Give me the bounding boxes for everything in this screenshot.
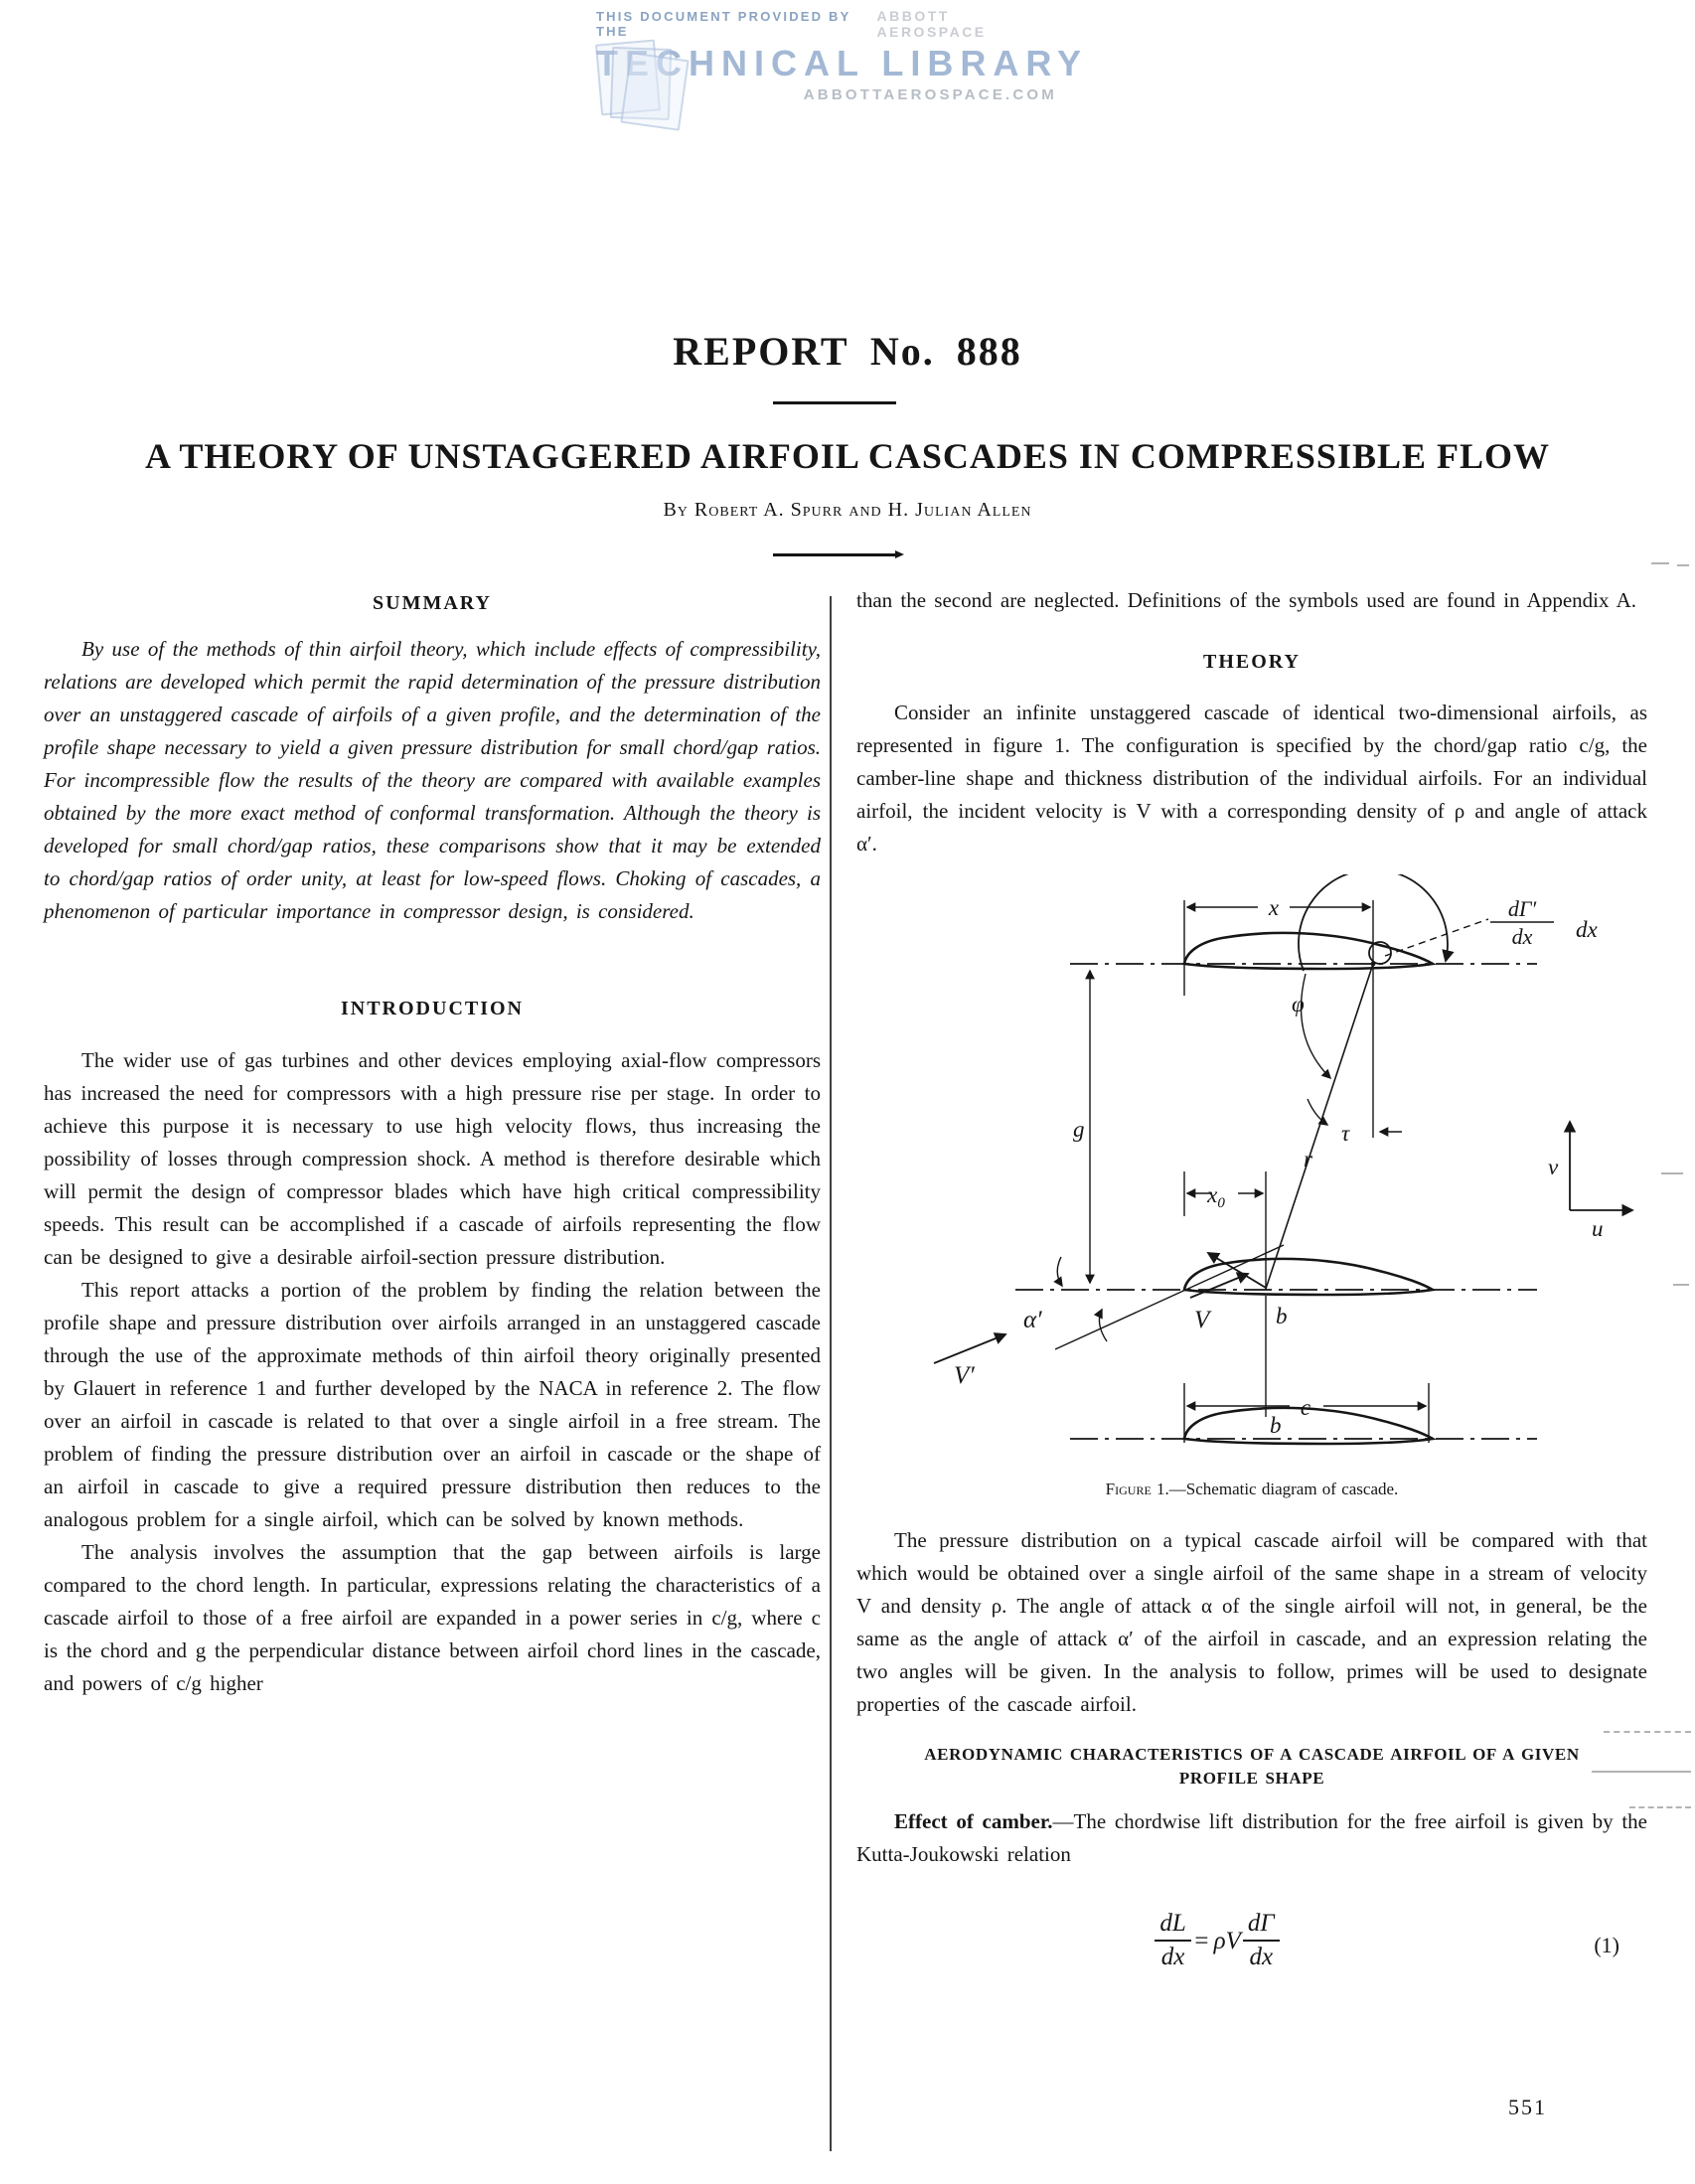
column-divider (830, 596, 832, 2151)
gamma-numerator-label: dΓ′ (1507, 896, 1537, 921)
scan-artifact (1592, 1771, 1691, 1773)
camber-paragraph (856, 1805, 1647, 1871)
alpha-angle-arc-bottom (1099, 1310, 1107, 1341)
x0-label: $x_0$ (1207, 1182, 1225, 1211)
figure-caption (856, 1479, 1647, 1500)
aero-characteristics-heading (856, 1743, 1647, 1791)
phi-angle-arc (1302, 974, 1330, 1078)
x-dim-label: x (1268, 895, 1280, 920)
alpha-angle-arc-top (1057, 1257, 1062, 1286)
figure-1-cascade-diagram (856, 874, 1647, 1500)
induced-velocity-arrow (1208, 1253, 1266, 1288)
scan-artifact (1651, 562, 1669, 564)
watermark-site-url: ABBOTTAEROSPACE.COM (803, 86, 1057, 103)
document-stack-icon (598, 36, 697, 127)
r-line (1266, 964, 1373, 1289)
theory-paragraph: Consider an infinite unstaggered cascade of identical two-dimensional airfoils, as represented in figure 1. The configuration is specified by the chord/gap ratio c/g, the camber-line shape and thickness distribution of the individual airfoils. For an individual airfoil, the incident velocity is V with a corresponding density of ρ and angle of attack α′. (856, 701, 1647, 856)
v-mid-label: V (1194, 1307, 1210, 1333)
lift-fraction: $\frac{dL}{dx}$ (1155, 1911, 1190, 1971)
scan-artifact (1677, 564, 1689, 566)
equation-1-row (856, 1905, 1647, 1990)
watermark-brand: ABBOTT AEROSPACE (876, 8, 987, 40)
pressure-paragraph: The pressure distribution on a typical cascade airfoil will be compared with that which would be obtained over a single airfoil of the same shape in a stream of velocity V and density ρ. The angle of attack α of the single airfoil will not, in general, be the same as the angle of attack α′ of the airfoil in cascade, and an expression relating the two angles will be given. In the analysis to follow, primes will be used to designate properties of the cascade airfoil. (856, 1528, 1647, 1716)
rho-v-coefficient: ρV (1213, 1927, 1241, 1954)
gamma-dx-label: dx (1576, 917, 1598, 942)
alpha-prime-label: α′ (1023, 1307, 1042, 1333)
watermark-header (596, 8, 1088, 103)
intro-paragraph-2: This report attacks a portion of the problem by finding the relation between the profile shape and pressure distribution over airfoils arranged in an unstaggered cascade through the use of the approximate methods of thin airfoil theory originally presented by Glauert in reference 1 and further developed by the NACA in reference 2. The flow over an airfoil in cascade is related to that over a single airfoil in a free stream. The problem of finding the pressure distribution over an airfoil in cascade or the shape of an airfoil in cascade to give a required pressure distribution then reduces to the analogous problem for a single airfoil, which can be solved by known methods. (44, 1278, 821, 1531)
circulation-fraction: $\frac{d\Gamma}{dx}$ (1243, 1911, 1280, 1971)
figure-caption-text: —Schematic diagram of cascade. (1168, 1480, 1399, 1498)
scan-artifact (1661, 1172, 1683, 1174)
equation-1 (856, 1911, 1578, 1971)
byline: By Robert A. Spurr and H. Julian Allen (663, 499, 1032, 521)
figure-caption-label: Figure 1. (1105, 1480, 1169, 1498)
u-axis-label: u (1592, 1216, 1604, 1241)
g-label: g (1073, 1117, 1085, 1142)
theory-heading: THEORY (1203, 651, 1301, 673)
aero-heading-line1: AERODYNAMIC CHARACTERISTICS OF A CASCADE AIRFOIL OF A GIVEN (924, 1745, 1580, 1764)
aero-heading-line2: PROFILE SHAPE (1178, 1769, 1325, 1788)
watermark-provided-by: THIS DOCUMENT PROVIDED BY THE (596, 9, 851, 39)
scan-artifact (1604, 1731, 1691, 1733)
scan-artifact (1673, 1284, 1689, 1286)
page-number: 551 (1508, 2095, 1547, 2119)
cascade-schematic-svg (856, 874, 1641, 1467)
divider-rule-top (773, 401, 896, 404)
left-column (44, 584, 821, 1700)
v-axis-label: v (1548, 1155, 1559, 1179)
vortex-pointer-dashed (1385, 919, 1488, 956)
intro-paragraph-3: The analysis involves the assumption that the gap between airfoils is large compared to the chord length. In particular, expressions relating the characteristics of a cascade airfoil to those of a free airfoil are expanded in a power series in c/g, where c is the chord and g the perpendicular distance between airfoil chord lines in the cascade, and powers of c/g higher (44, 1540, 821, 1695)
camber-text: —The chordwise lift distribution for the free airfoil is given by the Kutta-Joukowski relation (856, 1809, 1648, 1866)
camber-lead: Effect of camber. (894, 1809, 1053, 1833)
equals-sign: = (1192, 1927, 1210, 1954)
summary-heading: SUMMARY (373, 592, 492, 614)
b-bottom-label: b (1270, 1413, 1282, 1438)
v-prime-arrow (934, 1334, 1005, 1363)
right-column (856, 584, 1647, 1990)
equation-number: (1) (1594, 1933, 1619, 1957)
watermark-library-title: TECHNICAL LIBRARY (596, 43, 1088, 83)
introduction-heading: INTRODUCTION (340, 998, 525, 1019)
tau-label: τ (1341, 1121, 1350, 1146)
report-number: REPORT No. 888 (673, 329, 1022, 374)
page-title: A THEORY OF UNSTAGGERED AIRFOIL CASCADES IN COMPRESSIBLE FLOW (145, 436, 1550, 476)
divider-rule-byline (773, 553, 896, 556)
scan-artifact (1629, 1806, 1691, 1808)
c-dim-label: c (1300, 1395, 1311, 1420)
intro-paragraph-1: The wider use of gas turbines and other devices employing axial-flow compressors has increased the need for compressors with a high pressure rise per stage. In order to achieve this purpose it is necessary to use high velocity flows, thus increasing the possibility of losses through compression shock. A method is therefore desirable which will permit the design of compressor blades which have high critical compressibility speeds. This result can be accomplished if a cascade of airfoils representing the flow can be designed to give a desirable airfoil-section pressure distribution. (44, 1048, 821, 1269)
r-label: r (1304, 1147, 1312, 1171)
gamma-denominator-label: dx (1511, 924, 1533, 949)
v-prime-label: V′ (954, 1362, 975, 1389)
summary-paragraph: By use of the methods of thin airfoil theory, which include effects of compressibility, relations are developed which permit the rapid determination of the pressure distribution over an unstaggered cascade of airfoils of a given profile, and the determination of the profile shape necessary to yield a given pressure distribution for small chord/gap ratios. For incompressible flow the results of the theory are compared with available examples obtained by the more exact method of conformal transformation. Although the theory is developed for small chord/gap ratios, these comparisons show that it may be extended to chord/gap ratios of order unity, at least for low-speed flows. Choking of cascades, a phenomenon of particular importance in compressor design, is considered. (44, 637, 821, 923)
b-mid-label: b (1276, 1304, 1288, 1328)
continuation-paragraph: than the second are neglected. Definitions of the symbols used are found in Appendix A. (856, 588, 1636, 612)
phi-label: φ (1292, 992, 1305, 1016)
